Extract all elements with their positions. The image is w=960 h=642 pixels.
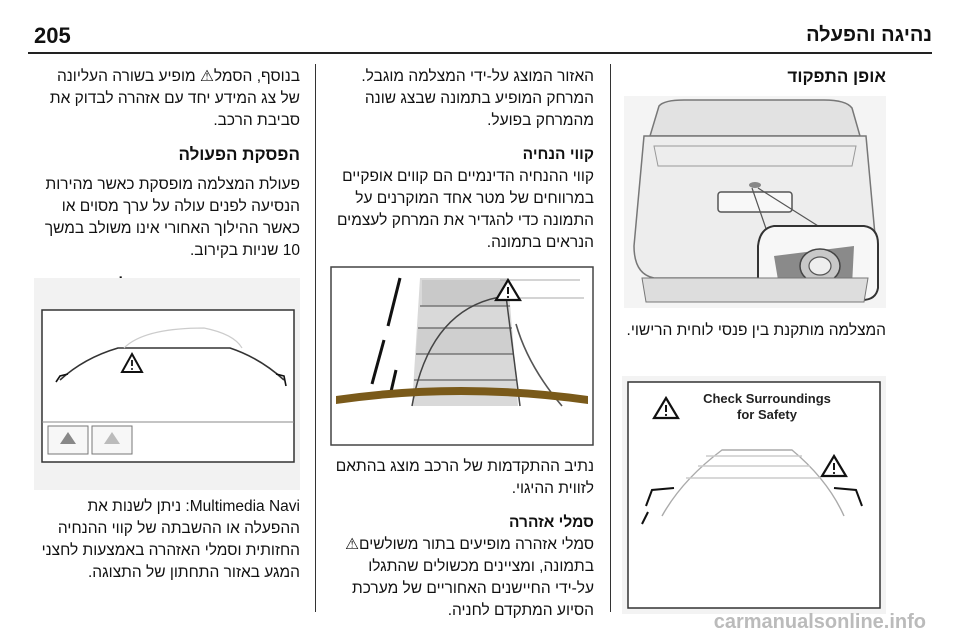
- caption-path: נתיב ההתקדמות של הרכב מוצג בהתאם לזווית ההיגוי.: [335, 458, 594, 497]
- column-right: [624, 66, 886, 96]
- section-title: נהיגה והפעלה: [806, 24, 932, 46]
- column-divider: [610, 64, 611, 612]
- column-divider: [315, 64, 316, 612]
- guidelines-disable-figure: [34, 278, 300, 490]
- camera-location-figure: [624, 96, 886, 308]
- dynamic-guidelines-figure: [330, 266, 594, 446]
- column-left: [34, 66, 300, 296]
- paragraph-deactivation: פעולת המצלמה מופסקת כאשר מהירות הנסיעה לפנים עולה על ערך מסוים או כאשר ההילוך האחורי אינו משולב במשך 10 שניות בקירוב.: [44, 176, 300, 259]
- page-number: 205: [34, 23, 71, 48]
- paragraph-disable-guidelines: Multimedia Navi: ניתן לשנות את ההפעלה או ההשבתה של קווי ההנחיה החזותית וסמלי האזהרה באמצעות לחצני המגע באזור התחתון של התצוגה.: [41, 498, 300, 581]
- heading-deactivation: הפסקת הפעולה: [178, 145, 300, 164]
- caption-camera-location: [624, 320, 886, 354]
- page-header: [28, 18, 932, 54]
- figure-caption: המצלמה מותקנת בין פנסי לוחית הרישוי.: [626, 322, 886, 339]
- paragraph-view-area: האזור המוצג על-ידי המצלמה מוגבל. המרחק המופיע בתמונה שבצג שונה מהמרחק בפועל.: [361, 68, 594, 129]
- rear-view-display-figure: [622, 376, 886, 614]
- column-middle: [330, 66, 594, 266]
- column-middle-lower: [330, 456, 594, 634]
- paragraph-guidelines: קווי ההנחיה הדינמיים הם קווים אופקיים במרווחים של מטר אחד המוקרנים על התמונה כדי להגדיר את המרחק לעצמים הנראים בתמונה.: [336, 168, 594, 251]
- heading-guidelines: קווי הנחיה: [522, 146, 594, 163]
- paragraph-top-line-warning: בנוסף, הסמל⚠ מופיע בשורה העליונה של צג המידע יחד עם אזהרה לבדוק את סביבת הרכב.: [49, 68, 300, 129]
- display-warning-line1: Check Surroundings: [703, 391, 831, 406]
- column-left-lower: [34, 496, 300, 596]
- heading-operation: אופן התפקוד: [787, 67, 886, 86]
- heading-warning-symbols: סמלי אזהרה: [509, 514, 594, 531]
- paragraph-warning-symbols: סמלי אזהרה מופיעים בתור משולשים⚠ בתמונה, ומציינים מכשולים שהתגלו על-ידי החיישנים האחוריים של מערכת הסיוע המתקדם לחניה.: [345, 536, 594, 619]
- watermark: carmanualsonline.info: [713, 611, 926, 633]
- display-warning-line2: for Safety: [737, 407, 797, 422]
